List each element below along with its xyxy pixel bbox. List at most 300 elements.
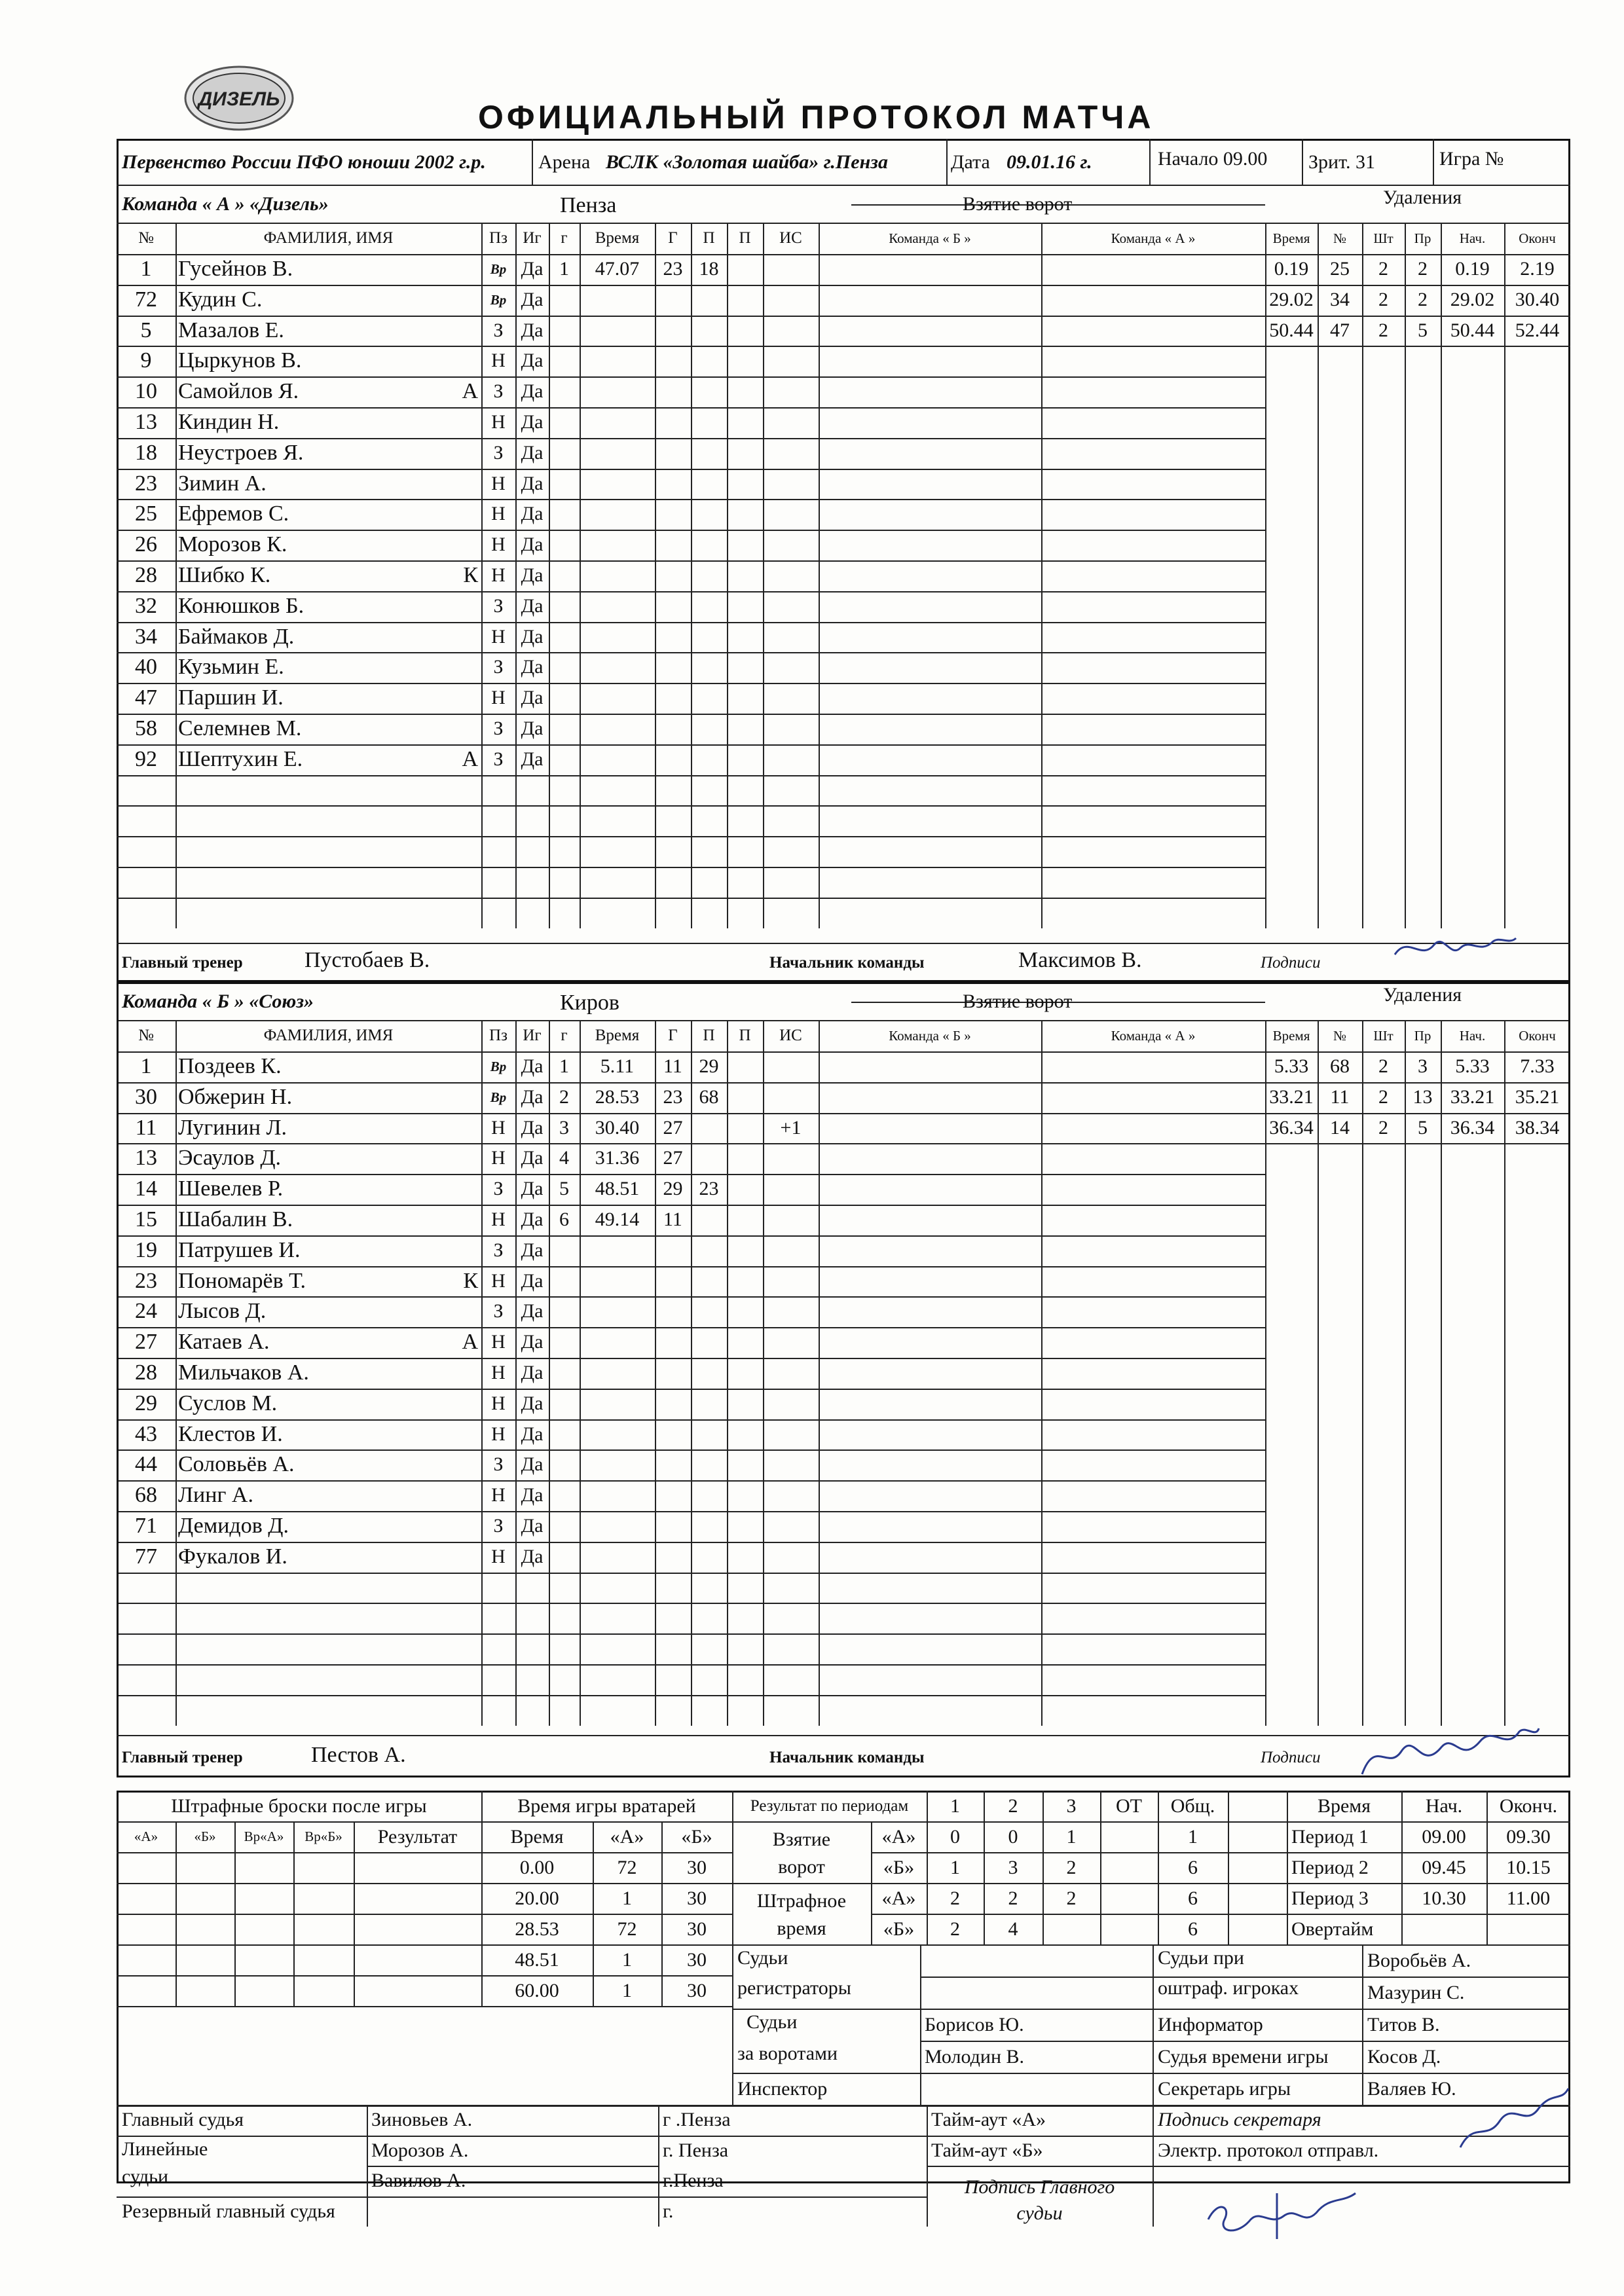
penbox-judge: Мазурин С.	[1367, 1982, 1465, 2003]
player-name: Катаев А.	[178, 1330, 270, 1355]
penalty-end: 35.21	[1515, 1085, 1560, 1108]
captain-mark: К	[463, 563, 478, 587]
penalty-reason: 5	[1418, 1116, 1428, 1139]
player-name: Неустроев Я.	[178, 440, 304, 465]
shootout-title: Штрафные броски после игры	[171, 1795, 427, 1817]
goal-scorer: 29	[663, 1178, 683, 1200]
period-end: 11.00	[1506, 1887, 1551, 1909]
player-name: Конюшков Б.	[178, 593, 304, 618]
captain-mark: К	[463, 1268, 478, 1293]
goals-label: ворот	[778, 1856, 825, 1878]
player-played: Да	[521, 1392, 544, 1414]
period-team: «Б»	[883, 1857, 915, 1878]
player-position: Н	[491, 534, 506, 556]
gk-col: Время	[510, 1826, 564, 1848]
penalty-reason: 13	[1412, 1085, 1433, 1108]
player-number: 47	[135, 685, 157, 710]
gk-time: 28.53	[515, 1918, 559, 1940]
player-name: Гусейнов В.	[178, 257, 293, 281]
player-name: Киндин Н.	[178, 410, 280, 434]
player-position: З	[493, 1178, 504, 1200]
player-number: 28	[135, 563, 157, 587]
championship: Первенство России ПФО юноши 2002 г.р.	[122, 151, 486, 173]
player-played: Да	[521, 288, 544, 310]
player-number: 5	[140, 318, 152, 342]
player-played: Да	[521, 1300, 544, 1322]
player-number: 77	[135, 1544, 157, 1569]
player-name: Морозов К.	[178, 532, 287, 557]
timeout-b: Тайм-аут «Б»	[931, 2139, 1043, 2161]
player-position: Н	[491, 625, 506, 647]
player-position: Н	[491, 564, 506, 586]
player-played: Да	[521, 625, 544, 647]
player-name: Паршин И.	[178, 685, 284, 710]
gk-time: 0.00	[519, 1857, 555, 1878]
goal-time: 5.11	[600, 1055, 635, 1077]
period-value: 1	[1188, 1826, 1198, 1848]
player-position: З	[493, 594, 504, 617]
player-name: Лысов Д.	[178, 1299, 267, 1324]
gk-time: 60.00	[515, 1980, 559, 2001]
player-played: Да	[521, 1116, 544, 1139]
player-played: Да	[521, 1178, 544, 1200]
player-number: 9	[140, 348, 152, 373]
player-name: Цыркунов В.	[178, 348, 302, 373]
period-value	[1100, 1914, 1158, 1944]
penalty-minutes: 2	[1378, 1055, 1388, 1077]
player-name: Кудин С.	[178, 287, 263, 312]
referee-signature	[1198, 2180, 1362, 2252]
column-header: Команда « Б »	[889, 230, 971, 246]
period-col: ОТ	[1116, 1795, 1142, 1817]
player-name: Селемнев М.	[178, 716, 302, 740]
goal-number: 6	[559, 1209, 569, 1230]
penalty-start: 5.33	[1455, 1055, 1490, 1077]
period-value: 2	[1066, 1857, 1077, 1878]
penalty-start: 33.21	[1450, 1085, 1495, 1108]
player-name: Мильчаков А.	[178, 1360, 309, 1385]
gk-col: «А»	[610, 1826, 644, 1848]
player-position: Н	[491, 1269, 506, 1292]
player-position: Н	[491, 1484, 506, 1506]
player-position: Н	[491, 411, 506, 433]
column-header: Время	[595, 229, 640, 247]
period-value: 3	[1008, 1857, 1018, 1878]
column-header: №	[138, 229, 154, 247]
gk-b: 30	[687, 1918, 707, 1940]
period-end	[1486, 1914, 1570, 1944]
team-a-label: Команда « А » «Дизель»	[122, 193, 329, 215]
gk-b: 30	[687, 1949, 707, 1971]
periods-title: Результат по периодам	[750, 1797, 909, 1815]
player-name: Зимин А.	[178, 471, 267, 496]
team-a-city: Пенза	[560, 193, 617, 217]
player-number: 10	[135, 379, 157, 404]
penalty-reason: 2	[1418, 258, 1428, 280]
player-name: Соловьёв А.	[178, 1452, 295, 1477]
goal-time: 47.07	[595, 258, 640, 280]
period-value	[1100, 1883, 1158, 1914]
player-position: Н	[491, 1209, 506, 1230]
player-position: З	[493, 1300, 504, 1322]
column-header: Пр	[1414, 230, 1431, 246]
goal-scorer: 27	[663, 1116, 683, 1139]
player-number: 72	[135, 287, 157, 312]
period-team: «А»	[881, 1826, 916, 1848]
timekeeper-label: Судья времени игры	[1158, 2046, 1329, 2068]
column-header: Пз	[489, 1027, 507, 1044]
player-position: З	[493, 380, 504, 403]
player-played: Да	[521, 687, 544, 709]
penalty-player: 34	[1330, 288, 1350, 310]
player-number: 43	[135, 1421, 157, 1446]
player-position: З	[493, 718, 504, 739]
player-position: Вр	[490, 291, 507, 308]
goal-time: 49.14	[595, 1209, 640, 1230]
player-name: Патрушев И.	[178, 1237, 301, 1262]
player-position: Вр	[490, 1059, 507, 1074]
linesmen-label: судьи	[122, 2165, 169, 2187]
captain-mark: А	[462, 1330, 478, 1355]
player-played: Да	[521, 1362, 544, 1383]
player-number: 71	[135, 1514, 157, 1538]
player-name: Шабалин В.	[178, 1207, 293, 1231]
time-header: Оконч.	[1499, 1795, 1558, 1817]
player-number: 44	[135, 1452, 157, 1477]
period-value: 2	[950, 1887, 960, 1909]
column-header: Команда « Б »	[889, 1028, 971, 1044]
period-col: 2	[1008, 1795, 1018, 1817]
period-value: 0	[950, 1826, 960, 1848]
gk-b: 30	[687, 1857, 707, 1878]
player-name: Баймаков Д.	[178, 624, 295, 649]
period-name: Период 2	[1291, 1857, 1369, 1878]
penalty-start: 0.19	[1455, 258, 1490, 280]
player-played: Да	[521, 1331, 544, 1353]
captain-mark: А	[462, 379, 478, 404]
player-played: Да	[521, 1269, 544, 1292]
player-position: Н	[491, 687, 506, 709]
penalty-end: 7.33	[1520, 1055, 1555, 1077]
referee-label: Главный судья	[122, 2109, 244, 2130]
column-header: Иг	[523, 229, 542, 247]
period-value	[1100, 1821, 1158, 1852]
player-name: Поздеев К.	[178, 1054, 282, 1078]
page-title: ОФИЦИАЛЬНЫЙ ПРОТОКОЛ МАТЧА	[478, 99, 1154, 136]
gk-time: 20.00	[515, 1887, 559, 1909]
informer: Титов В.	[1367, 2014, 1440, 2035]
player-played: Да	[521, 718, 544, 739]
goal-assist	[727, 254, 763, 285]
period-col: Общ.	[1170, 1795, 1215, 1817]
column-header: ФАМИЛИЯ, ИМЯ	[263, 1027, 394, 1044]
gk-a: 72	[617, 1918, 637, 1940]
penalty-reason: 2	[1418, 288, 1428, 310]
player-number: 23	[135, 1268, 157, 1293]
penalty-reason: 5	[1418, 319, 1428, 341]
column-header: Пр	[1414, 1028, 1431, 1044]
player-number: 15	[135, 1207, 157, 1231]
player-played: Да	[521, 380, 544, 403]
period-value: 6	[1188, 1887, 1198, 1909]
player-name: Лугинин Л.	[178, 1115, 287, 1140]
period-value: 2	[1066, 1887, 1077, 1909]
column-header: №	[1333, 230, 1347, 246]
player-played: Да	[521, 258, 544, 280]
player-number: 13	[135, 1146, 157, 1171]
linesman: Морозов А.	[371, 2139, 469, 2161]
period-value	[1043, 1914, 1100, 1944]
player-number: 19	[135, 1237, 157, 1262]
player-name: Клестов И.	[178, 1421, 283, 1446]
team-b-label: Команда « Б » «Союз»	[122, 991, 314, 1012]
column-header: Время	[1272, 230, 1310, 246]
player-number: 13	[135, 410, 157, 434]
penbox-label: Судьи при	[1158, 1947, 1244, 1969]
player-name: Пономарёв Т.	[178, 1268, 306, 1293]
team-a-manager: Максимов В.	[1018, 948, 1142, 972]
penalty-time: 36.34	[1269, 1116, 1314, 1139]
period-team: «Б»	[883, 1918, 915, 1940]
shootout-col: Вр«Б»	[304, 1829, 342, 1844]
goal-judges-label: Судьи	[747, 2011, 798, 2033]
shootout-col: Результат	[377, 1826, 458, 1848]
penalty-end: 38.34	[1515, 1116, 1560, 1139]
player-position: З	[493, 1515, 504, 1537]
secretary-sign: Подпись секретаря	[1158, 2109, 1321, 2130]
arena: ВСЛК «Золотая шайба» г.Пенза	[606, 151, 888, 173]
player-number: 40	[135, 655, 157, 680]
player-name: Самойлов Я.	[178, 379, 299, 404]
team-a-coach: Пустобаев В.	[304, 948, 430, 972]
goal-number: 1	[559, 258, 569, 280]
column-header: Оконч	[1519, 1028, 1556, 1044]
player-number: 11	[135, 1115, 157, 1140]
penalty-minutes: 2	[1378, 258, 1388, 280]
timeout-a: Тайм-аут «А»	[931, 2109, 1046, 2130]
informer-label: Информатор	[1158, 2014, 1263, 2035]
timekeeper: Косов Д.	[1367, 2046, 1441, 2068]
player-played: Да	[521, 441, 544, 464]
column-header: Команда « А »	[1111, 1028, 1196, 1044]
ref-sign-label: Подпись Главного	[964, 2176, 1115, 2198]
player-played: Да	[521, 534, 544, 556]
goal-number: 5	[559, 1178, 569, 1200]
player-position: Н	[491, 472, 506, 494]
player-played: Да	[521, 1055, 544, 1077]
goal-number: 2	[559, 1085, 569, 1108]
player-number: 28	[135, 1360, 157, 1385]
goal-time: 31.36	[595, 1147, 640, 1169]
gk-col: «Б»	[681, 1826, 712, 1848]
player-played: Да	[521, 1085, 544, 1108]
time-header: Время	[1317, 1795, 1371, 1817]
player-played: Да	[521, 1453, 544, 1476]
goal-number: 4	[559, 1147, 569, 1169]
column-header: ИС	[779, 1027, 802, 1044]
penalty-time: 5.33	[1274, 1055, 1309, 1077]
gk-a: 1	[622, 1980, 632, 2001]
player-number: 24	[135, 1299, 157, 1324]
pim-label: Штрафное	[756, 1890, 847, 1912]
player-number: 58	[135, 716, 157, 740]
player-played: Да	[521, 472, 544, 494]
gk-time: 48.51	[515, 1949, 559, 1971]
column-header: ИС	[779, 229, 802, 247]
team-a-signature	[1388, 928, 1519, 968]
player-played: Да	[521, 350, 544, 372]
start-time: Начало 09.00	[1158, 148, 1268, 170]
svg-text:ДИЗЕЛЬ: ДИЗЕЛЬ	[198, 88, 280, 110]
player-played: Да	[521, 1515, 544, 1537]
player-position: Н	[491, 1331, 506, 1353]
game-number: Игра №	[1439, 148, 1504, 170]
gk-b: 30	[687, 1887, 707, 1909]
secretary-label: Секретарь игры	[1158, 2078, 1291, 2100]
reserve-label: Резервный главный судья	[122, 2200, 335, 2222]
penalty-time: 29.02	[1269, 288, 1314, 310]
player-name: Шибко К.	[178, 563, 271, 587]
column-header: П	[739, 229, 751, 247]
penalty-player: 14	[1330, 1116, 1350, 1139]
player-position: З	[493, 441, 504, 464]
player-played: Да	[521, 319, 544, 341]
period-name: Период 3	[1291, 1887, 1369, 1909]
penalty-start: 36.34	[1450, 1116, 1495, 1139]
referee: Зиновьев А.	[371, 2109, 473, 2130]
player-played: Да	[521, 656, 544, 678]
goal-judges-label: за воротами	[737, 2043, 838, 2064]
player-number: 32	[135, 593, 157, 618]
player-name: Обжерин Н.	[178, 1084, 293, 1109]
player-position: Н	[491, 1116, 506, 1139]
registrars-label: Судьи	[737, 1947, 788, 1969]
player-number: 26	[135, 532, 157, 557]
goal-scorer: 11	[663, 1209, 682, 1230]
player-number: 23	[135, 471, 157, 496]
ref-sign-label: судьи	[1016, 2202, 1063, 2224]
player-position: Н	[491, 1147, 506, 1169]
penalty-minutes: 2	[1378, 1085, 1388, 1108]
player-position: Н	[491, 350, 506, 372]
inspector-label: Инспектор	[737, 2078, 828, 2100]
player-position: З	[493, 1239, 504, 1261]
player-position: Н	[491, 503, 506, 525]
goal-assist: 68	[699, 1085, 719, 1108]
goal-assist: 29	[699, 1055, 719, 1077]
column-header: Шт	[1373, 230, 1393, 246]
column-header: Нач.	[1459, 1028, 1486, 1044]
column-header: Команда « А »	[1111, 230, 1196, 246]
player-number: 14	[135, 1176, 157, 1201]
penalty-end: 52.44	[1515, 319, 1560, 341]
secretary: Валяев Ю.	[1367, 2078, 1456, 2100]
column-header: Пз	[489, 229, 507, 247]
column-header: №	[138, 1027, 154, 1044]
column-header: №	[1333, 1028, 1347, 1044]
penbox-label: оштраф. игроках	[1158, 1977, 1299, 1999]
spectators: Зрит. 31	[1308, 151, 1375, 173]
column-header: Оконч	[1519, 230, 1556, 246]
goal-scorer: 27	[663, 1147, 683, 1169]
captain-mark: А	[462, 746, 478, 771]
player-name: Шептухин Е.	[178, 746, 303, 771]
player-played: Да	[521, 748, 544, 770]
player-name: Линг А.	[178, 1483, 253, 1508]
player-name: Мазалов Е.	[178, 318, 284, 342]
shootout-col: «Б»	[194, 1829, 216, 1844]
penalty-start: 29.02	[1450, 288, 1495, 310]
penalty-player: 68	[1330, 1055, 1350, 1077]
player-position: З	[493, 656, 504, 678]
period-value: 2	[950, 1918, 960, 1940]
penbox-judge: Воробьёв А.	[1367, 1950, 1471, 1971]
player-number: 25	[135, 501, 157, 526]
gk-a: 72	[617, 1857, 637, 1878]
gk-a: 1	[622, 1887, 632, 1909]
period-col: 3	[1066, 1795, 1077, 1817]
column-header: Нач.	[1459, 230, 1486, 246]
player-position: З	[493, 319, 504, 341]
player-number: 27	[135, 1330, 157, 1355]
column-header: П	[703, 229, 715, 247]
player-position: Вр	[490, 261, 507, 277]
goal-assist: 23	[699, 1178, 719, 1200]
referee-city: г .Пенза	[663, 2109, 731, 2130]
goal-judge: Борисов Ю.	[925, 2014, 1024, 2035]
team-b-signature	[1349, 1712, 1545, 1791]
linesmen-label: Линейные	[122, 2138, 208, 2160]
player-name: Демидов Д.	[178, 1514, 289, 1538]
linesman-city: г.Пенза	[663, 2170, 724, 2191]
player-position: Н	[491, 1423, 506, 1445]
period-team: «А»	[881, 1887, 916, 1909]
player-played: Да	[521, 1147, 544, 1169]
pim-label: время	[777, 1918, 826, 1939]
registrars-label: регистраторы	[737, 1977, 851, 1999]
penalty-player: 47	[1330, 319, 1350, 341]
period-value: 0	[1008, 1826, 1018, 1848]
player-played: Да	[521, 1423, 544, 1445]
column-header: г	[561, 229, 568, 247]
goal-scorer: 11	[663, 1055, 682, 1077]
penalty-player: 25	[1330, 258, 1350, 280]
team-logo	[183, 62, 295, 134]
period-end: 09.30	[1506, 1826, 1551, 1848]
player-number: 30	[135, 1084, 157, 1109]
period-name: Период 1	[1291, 1826, 1369, 1848]
player-number: 92	[135, 746, 157, 771]
match-date: 09.01.16 г.	[1006, 151, 1092, 173]
player-name: Эсаулов Д.	[178, 1146, 282, 1171]
penalty-start: 50.44	[1450, 319, 1495, 341]
goal-time: 30.40	[595, 1116, 640, 1139]
period-start: 09.00	[1422, 1826, 1466, 1848]
player-number: 18	[135, 440, 157, 465]
penalty-end: 2.19	[1520, 258, 1555, 280]
player-played: Да	[521, 564, 544, 586]
player-played: Да	[521, 1209, 544, 1230]
player-number: 34	[135, 624, 157, 649]
team-b-city: Киров	[560, 991, 619, 1015]
player-position: Н	[491, 1392, 506, 1414]
column-header: П	[703, 1027, 715, 1044]
gk-b: 30	[687, 1980, 707, 2001]
player-number: 29	[135, 1391, 157, 1415]
penalty-end: 30.40	[1515, 288, 1560, 310]
player-played: Да	[521, 503, 544, 525]
player-position: Вр	[490, 1089, 507, 1105]
